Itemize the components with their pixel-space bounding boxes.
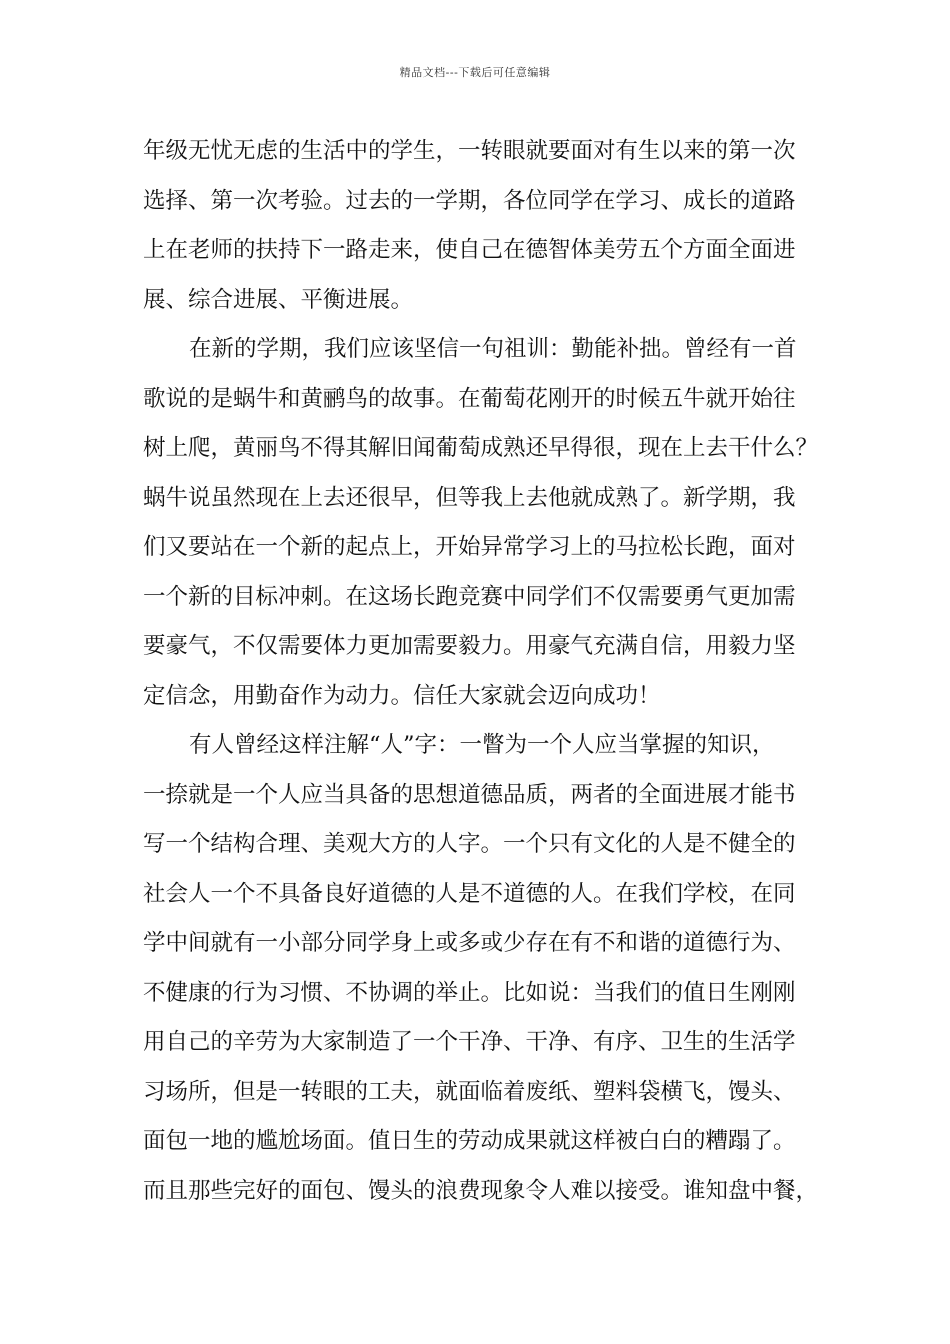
text-line: 一个新的目标冲刺。在这场长跑竞赛中同学们不仅需要勇气更加需 <box>143 583 796 610</box>
text-line: 选择、第一次考验。过去的一学期，各位同学在学习、成长的道路 <box>143 187 796 214</box>
text-line: 不健康的行为习惯、不协调的举止。比如说：当我们的值日生刚刚 <box>143 979 796 1006</box>
text-line: 社会人一个不具备良好道德的人是不道德的人。在我们学校，在同 <box>143 880 796 907</box>
text-line: 习场所，但是一转眼的工夫，就面临着废纸、塑料袋横飞，馒头、 <box>143 1078 796 1105</box>
page-header: 精品文档---下载后可任意编辑 <box>399 66 551 79</box>
paragraph-first-line: 在新的学期，我们应该坚信一句祖训：勤能补拙。曾经有一首 <box>189 336 797 362</box>
text-line: 学中间就有一小部分同学身上或多或少存在有不和谐的道德行为、 <box>143 930 796 956</box>
text-line: 歌说的是蜗牛和黄鹂鸟的故事。在葡萄花刚开的时候五牛就开始往 <box>143 385 796 412</box>
text-line: 用自己的辛劳为大家制造了一个干净、干净、有序、卫生的生活学 <box>143 1029 796 1055</box>
text-line: 蜗牛说虽然现在上去还很早，但等我上去他就成熟了。新学期，我 <box>143 484 796 511</box>
text-line: 上在老师的扶持下一路走来，使自己在德智体美劳五个方面全面进 <box>143 237 796 263</box>
text-line: 展、综合进展、平衡进展。 <box>143 286 414 313</box>
text-line: 定信念，用勤奋作为动力。信任大家就会迈向成功！ <box>143 682 661 709</box>
text-line: 们又要站在一个新的起点上，开始异常学习上的马拉松长跑，面对 <box>143 534 796 560</box>
text-line: 而且那些完好的面包、馒头的浪费现象令人难以接受。谁知盘中餐， <box>143 1177 819 1204</box>
text-line: 要豪气，不仅需要体力更加需要毅力。用豪气充满自信，用毅力坚 <box>143 633 796 659</box>
document-body <box>143 131 833 1220</box>
paragraph-first-line: 有人曾经这样注解“人”字：一瞥为一个人应当掌握的知识， <box>189 732 775 758</box>
text-line: 面包一地的尴尬场面。值日生的劳动成果就这样被白白的糟蹋了。 <box>143 1128 796 1154</box>
text-line: 树上爬，黄丽鸟不得其解旧闻葡萄成熟还早得很，现在上去干什么？ <box>143 435 819 461</box>
text-line: 写一个结构合理、美观大方的人字。一个只有文化的人是不健全的 <box>143 831 796 857</box>
text-line: 一捺就是一个人应当具备的思想道德品质，两者的全面进展才能书 <box>143 781 796 808</box>
text-line: 年级无忧无虑的生活中的学生，一转眼就要面对有生以来的第一次 <box>143 138 796 164</box>
